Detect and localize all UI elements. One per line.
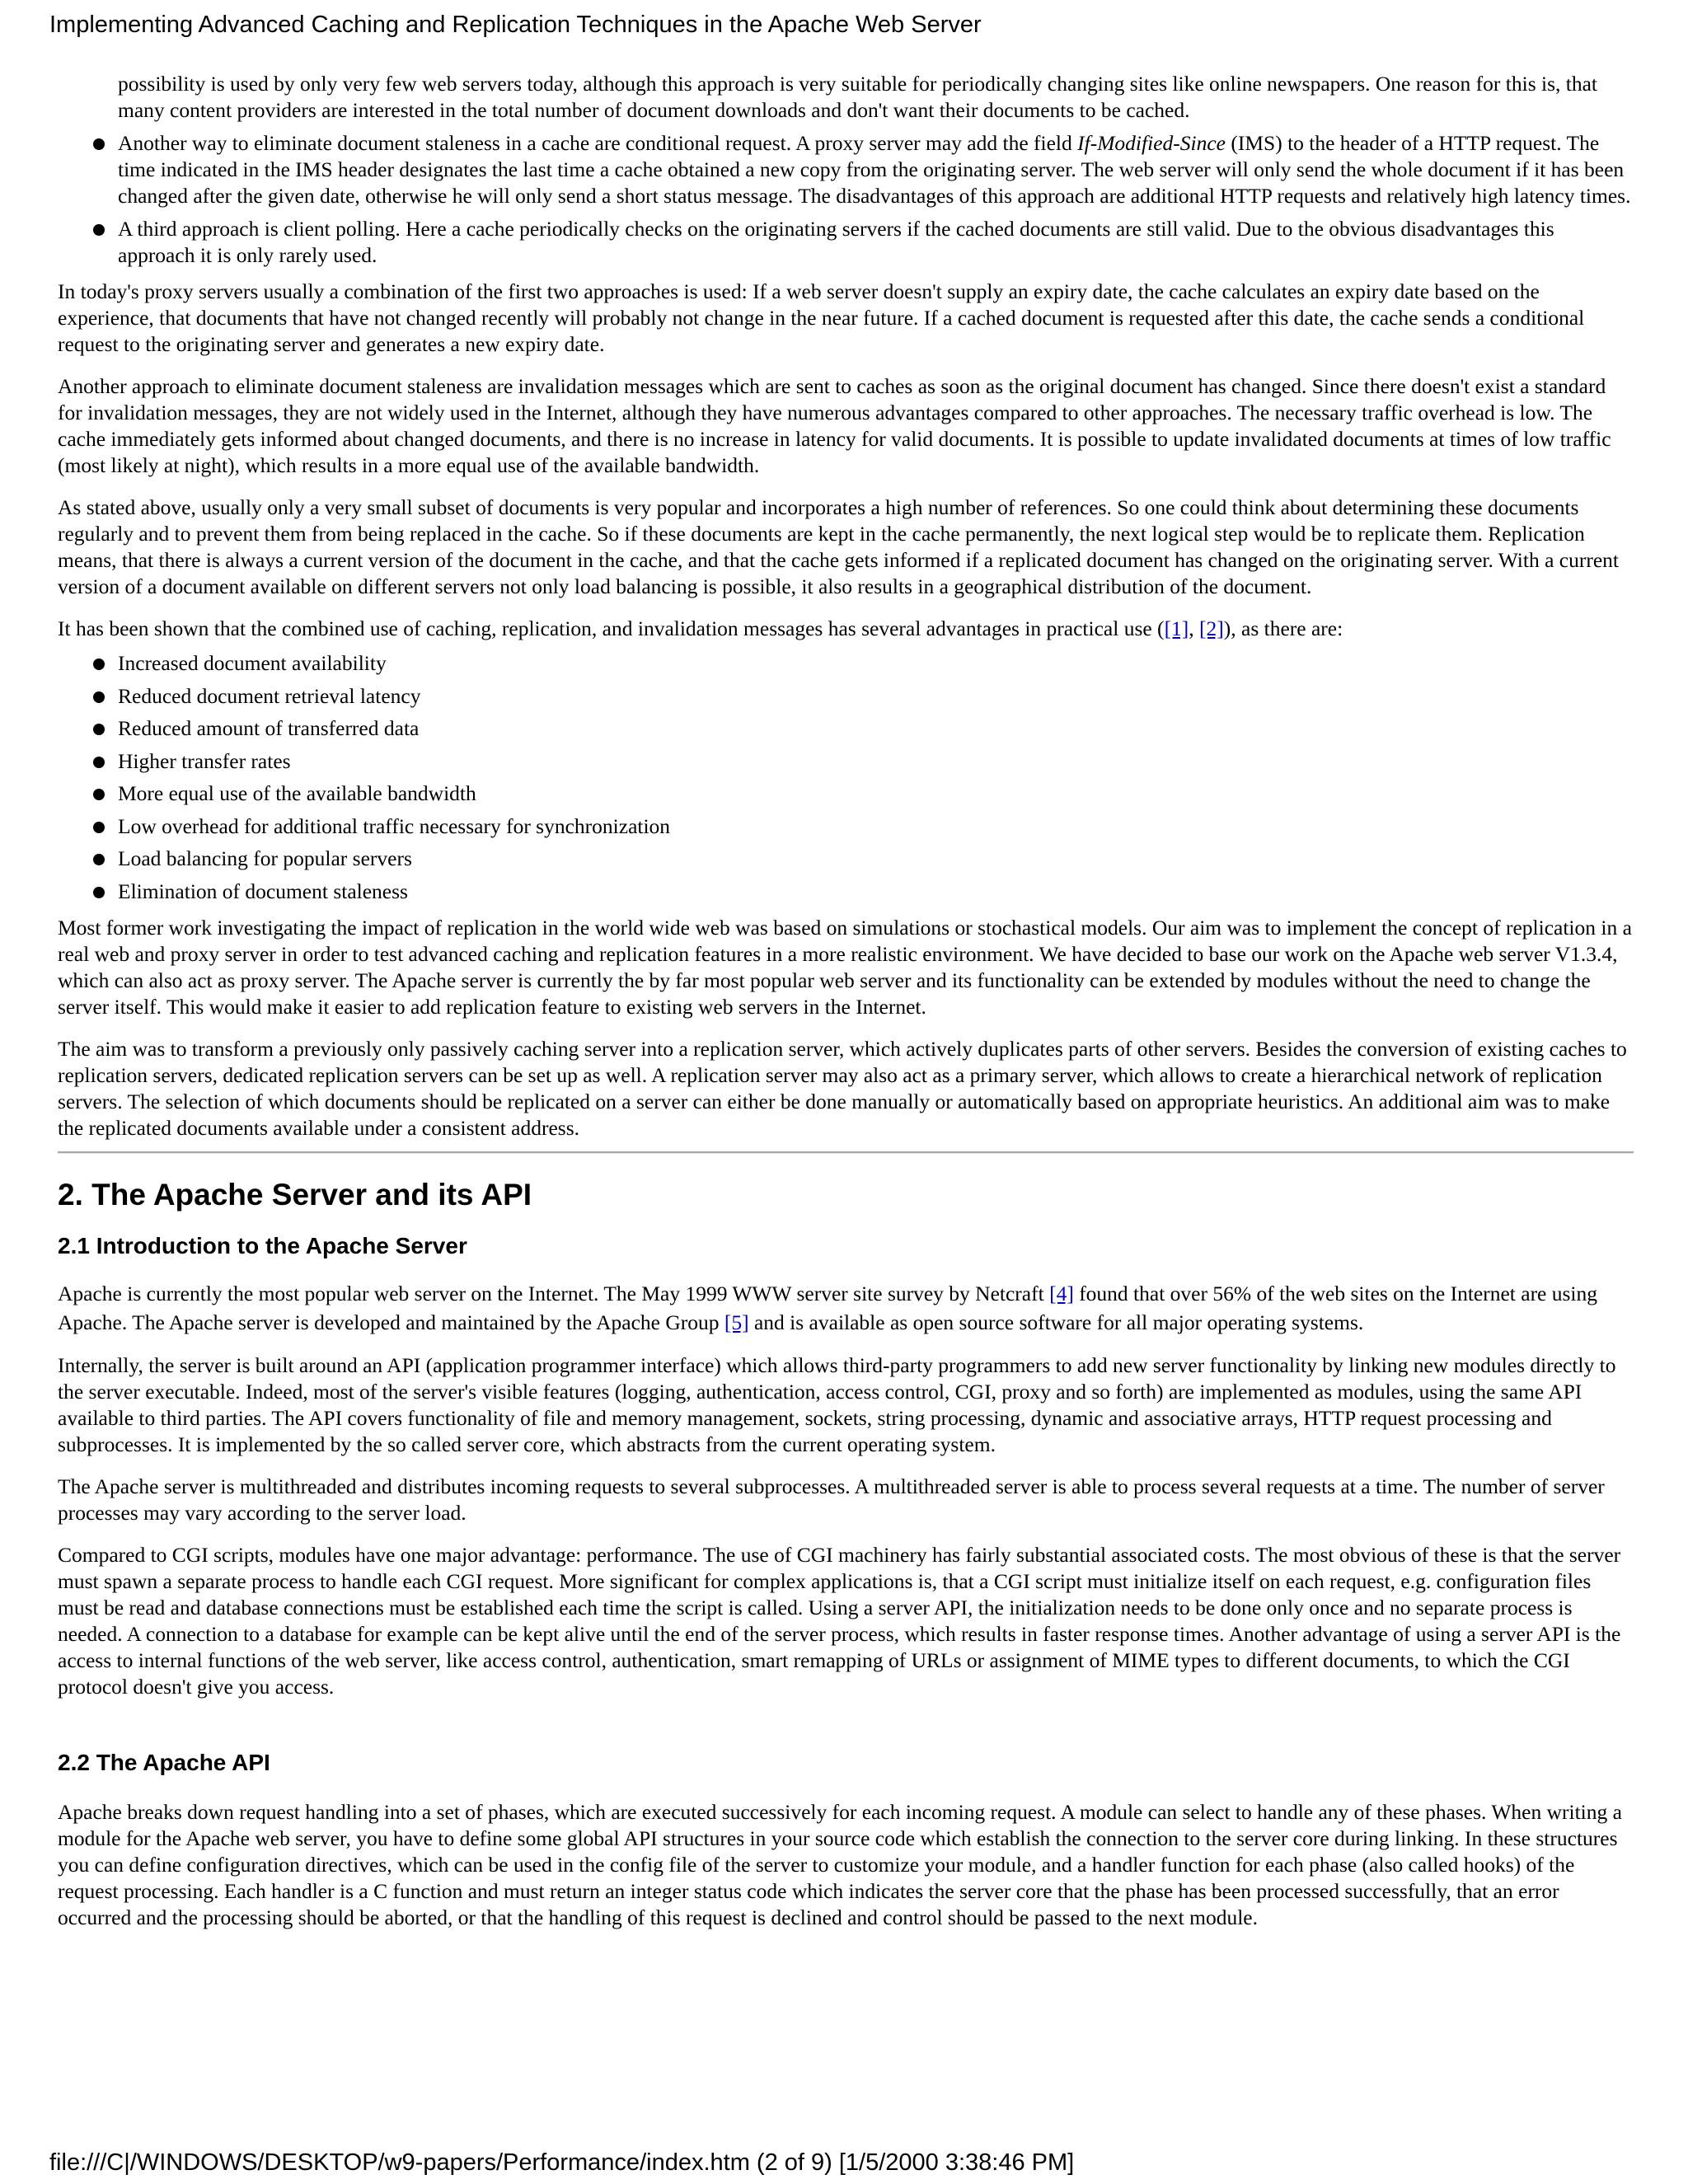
horizontal-divider <box>58 1151 1634 1154</box>
bullet-continuation: possibility is used by only very few web servers today, although this approach is very suitable for periodically changing sites like online newspapers. One reason for this is, that many content providers are interested in the total number of document downloads and don't want their documents to be cached. <box>118 72 1597 122</box>
page-footer-path: file:///C|/WINDOWS/DESKTOP/w9-papers/Performance/index.htm (2 of 9) [1/5/2000 3:38:46 PM] <box>49 2149 1075 2176</box>
paragraph: The aim was to transform a previously only passively caching server into a replication server, which actively duplicates parts of other servers. Besides the conversion of existing caches to replication servers, dedicated replication servers can be set up as well. A replication server may also act as a primary server, which allows to create a hierarchical network of replication servers. The selection of which documents should be replicated on a server can either be done manually or automatically based on appropriate heuristics. An additional aim was to make the replicated documents available under a consistent address. <box>58 1036 1627 1140</box>
paragraph: As stated above, usually only a very small subset of documents is very popular and incorporates a high number of references. So one could think about determining these documents regularly and to prevent them from being replaced in the cache. So if these documents are kept in the cache permanently, the next logical step would be to replicate them. Replication means, that there is always a current version of the document in the cache, and that the cache gets informed if a replicated document has changed on the originating server. With a current version of a document available on different servers not only load balancing is possible, it also results in a geographical distribution of the document. <box>58 495 1619 598</box>
subsection-heading: 2.1 Introduction to the Apache Server <box>58 1232 467 1258</box>
list-item: Low overhead for additional traffic necessary for synchronization <box>58 813 1634 840</box>
paragraph: Most former work investigating the impact of replication in the world wide web was based on simulations or stochastical models. Our aim was to implement the concept of replication in a real web and proxy server in order to test advanced caching and replication features in a more realistic environment. We have decided to base our work on the Apache web server V1.3.4, which can also act as proxy server. The Apache server is currently the by far most popular web server and its functionality can be extended by modules without the need to change the server itself. This would make it easier to add replication feature to existing web servers in the Internet. <box>58 915 1632 1019</box>
list-item: Elimination of document staleness <box>58 879 1634 905</box>
list-item: Higher transfer rates <box>58 748 1634 775</box>
list-item: Reduced amount of transferred data <box>58 715 1634 742</box>
ims-field-name: If-Modified-Since <box>1077 131 1226 155</box>
paragraph: The Apache server is multithreaded and distributes incoming requests to several subprocesses. A multithreaded server is able to process several requests at a time. The number of server processes may vary according to the server load. <box>58 1474 1605 1525</box>
list-item: Reduced document retrieval latency <box>58 683 1634 710</box>
list-item: A third approach is client polling. Here a cache periodically checks on the originating servers if the cached documents are still valid. Due to the obvious disadvantages this approach it is only rarely used. <box>58 216 1634 269</box>
advantages-list <box>58 650 1634 905</box>
paragraph: It has been shown that the combined use of caching, replication, and invalidation messages has several advantages in practical use ([1], [2]), as there are: <box>58 616 1343 640</box>
paragraph: Apache breaks down request handling into a set of phases, which are executed successively for each incoming request. A module can select to handle any of these phases. When writing a module for the Apache web server, you have to define some global API structures in your source code which establish the connection to the server core during linking. In these structures you can define configuration directives, which can be used in the config file of the server to customize your module, and a handler function for each phase (also called hooks) of the request processing. Each handler is a C function and must return an integer status code which indicates the server core that the phase has been processed successfully, that an error occurred and the processing should be aborted, or that the handling of this request is declined and control should be passed to the next module. <box>58 1799 1622 1929</box>
document-body <box>58 73 1634 1947</box>
page-header-title: Implementing Advanced Caching and Replication Techniques in the Apache Web Server <box>49 12 982 38</box>
list-item: Increased document availability <box>58 650 1634 677</box>
paragraph: Another approach to eliminate document staleness are invalidation messages which are sent to caches as soon as the original document has changed. Since there doesn't exist a standard for invalidation messages, they are not widely used in the Internet, although they have numerous advantages compared to other approaches. The necessary traffic overhead is low. The cache immediately gets informed about changed documents, and there is no increase in latency for valid documents. It is possible to update invalidated documents at times of low traffic (most likely at night), which results in a more equal use of the available bandwidth. <box>58 374 1611 477</box>
reference-link-5[interactable]: [5] <box>724 1310 749 1334</box>
paragraph: Compared to CGI scripts, modules have one major advantage: performance. The use of CGI machinery has fairly substantial associated costs. The most obvious of these is that the server must spawn a separate process to handle each CGI request. More significant for complex applications is, that a CGI script must initialize itself on each request, e.g. configuration files must be read and database connections must be established each time the script is called. Using a server API, the initialization needs to be done only once and no separate process is needed. A connection to a database for example can be kept alive until the end of the server process, which results in faster response times. Another advantage of using a server API is the access to internal functions of the web server, like access control, authentication, smart remapping of URLs or assignment of MIME types to different documents, to which the CGI protocol doesn't give you access. <box>58 1542 1621 1699</box>
list-item: Another way to eliminate document staleness in a cache are conditional request. A proxy server may add the field If-Modified-Since (IMS) to the header of a HTTP request. The time indicated in the IMS header designates the last time a cache obtained a new copy from the originating server. The web server will only send the whole document if it has been changed after the given date, otherwise he will only send a short status message. The disadvantages of this approach are additional HTTP requests and relatively high latency times. <box>58 130 1634 209</box>
paragraph: Internally, the server is built around an API (application programmer interface) which allows third-party programmers to add new server functionality by linking new modules directly to the server executable. Indeed, most of the server's visible features (logging, authentication, access control, CGI, proxy and so forth) are implemented as modules, using the same API available to third parties. The API covers functionality of file and memory management, sockets, string processing, dynamic and associative arrays, HTTP request processing and subprocesses. It is implemented by the so called server core, which abstracts from the current operating system. <box>58 1352 1616 1456</box>
reference-link-1[interactable]: [1] <box>1164 616 1189 640</box>
reference-link-4[interactable]: [4] <box>1049 1281 1074 1305</box>
section-heading: 2. The Apache Server and its API <box>58 1177 532 1212</box>
list-item: More equal use of the available bandwidth <box>58 780 1634 807</box>
reference-link-2[interactable]: [2] <box>1199 616 1224 640</box>
staleness-approaches-list <box>58 130 1634 269</box>
subsection-heading: 2.2 The Apache API <box>58 1749 270 1775</box>
list-item: Load balancing for popular servers <box>58 846 1634 872</box>
paragraph: Apache is currently the most popular web server on the Internet. The May 1999 WWW server site survey by Netcraft [4] found that over 56% of the web sites on the Internet are using Apache. The Apache server is developed and maintained by the Apache Group [5] and is available as open source software for all major operating systems. <box>58 1281 1598 1334</box>
paragraph: In today's proxy servers usually a combination of the first two approaches is used: If a web server doesn't supply an expiry date, the cache calculates an expiry date based on the experience, that documents that have not changed recently will probably not change in the near future. If a cached document is requested after this date, the cache sends a conditional request to the originating server and generates a new expiry date. <box>58 279 1585 356</box>
